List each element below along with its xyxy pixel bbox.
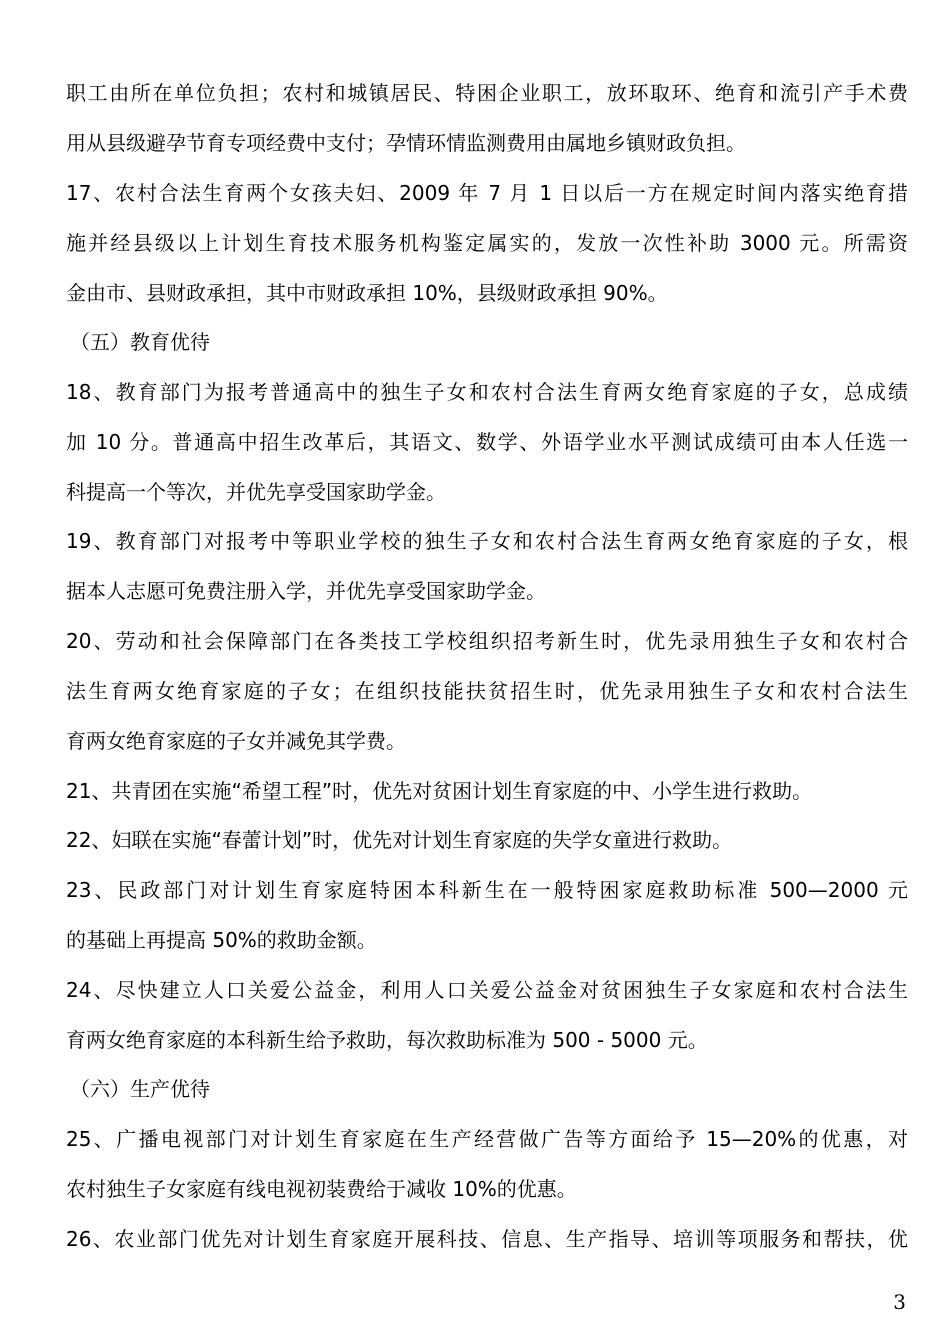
paragraph-line: 26、农业部门优先对计划生育家庭开展科技、信息、生产指导、培训等项服务和帮扶，优 xyxy=(66,1227,908,1251)
paragraph-line: 施并经县级以上计划生育技术服务机构鉴定属实的，发放一次性补助 3000 元。所需资 xyxy=(66,231,908,255)
section-heading: （五）教育优待 xyxy=(70,330,210,354)
paragraph-line: 23、民政部门对计划生育家庭特困本科新生在一般特困家庭救助标准 500—2000 元 xyxy=(66,878,908,902)
paragraph-line: 科提高一个等次，并优先享受国家助学金。 xyxy=(66,480,446,504)
paragraph-line: 据本人志愿可免费注册入学，并优先享受国家助学金。 xyxy=(66,579,546,603)
paragraph-line: 25、广播电视部门对计划生育家庭在生产经营做广告等方面给予 15—20%的优惠，对 xyxy=(66,1127,908,1151)
paragraph-line: 育两女绝育家庭的本科新生给予救助，每次救助标准为 500 - 5000 元。 xyxy=(66,1028,708,1052)
paragraph-line: 的基础上再提高 50%的救助金额。 xyxy=(66,928,377,952)
paragraph-line: 职工由所在单位负担；农村和城镇居民、特困企业职工，放环取环、绝育和流引产手术费 xyxy=(66,81,908,105)
page-number: 3 xyxy=(893,1290,906,1314)
paragraph-line: 农村独生子女家庭有线电视初装费给于减收 10%的优惠。 xyxy=(66,1177,577,1201)
section-heading: （六）生产优待 xyxy=(70,1077,210,1101)
paragraph-line: 18、教育部门为报考普通高中的独生子女和农村合法生育两女绝育家庭的子女，总成绩 xyxy=(66,380,908,404)
paragraph-line: 用从县级避孕节育专项经费中支付；孕情环情监测费用由属地乡镇财政负担。 xyxy=(66,131,746,155)
paragraph-line: 育两女绝育家庭的子女并减免其学费。 xyxy=(66,729,406,753)
paragraph-line: 21、共青团在实施“希望工程”时，优先对贫困计划生育家庭的中、小学生进行救助。 xyxy=(66,779,813,803)
paragraph-line: 19、教育部门对报考中等职业学校的独生子女和农村合法生育两女绝育家庭的子女，根 xyxy=(66,529,908,553)
paragraph-line: 金由市、县财政承担，其中市财政承担 10%，县级财政承担 90%。 xyxy=(66,281,668,305)
paragraph-line: 加 10 分。普通高中招生改革后，其语文、数学、外语学业水平测试成绩可由本人任选一 xyxy=(66,430,908,454)
paragraph-line: 22、妇联在实施“春蕾计划”时，优先对计划生育家庭的失学女童进行救助。 xyxy=(66,828,733,852)
paragraph-line: 17、农村合法生育两个女孩夫妇、2009 年 7 月 1 日以后一方在规定时间内落实绝育措 xyxy=(66,181,908,205)
paragraph-line: 20、劳动和社会保障部门在各类技工学校组织招考新生时，优先录用独生子女和农村合 xyxy=(66,629,908,653)
paragraph-line: 法生育两女绝育家庭的子女；在组织技能扶贫招生时，优先录用独生子女和农村合法生 xyxy=(66,679,908,703)
paragraph-line: 24、尽快建立人口关爱公益金，利用人口关爱公益金对贫困独生子女家庭和农村合法生 xyxy=(66,978,908,1002)
